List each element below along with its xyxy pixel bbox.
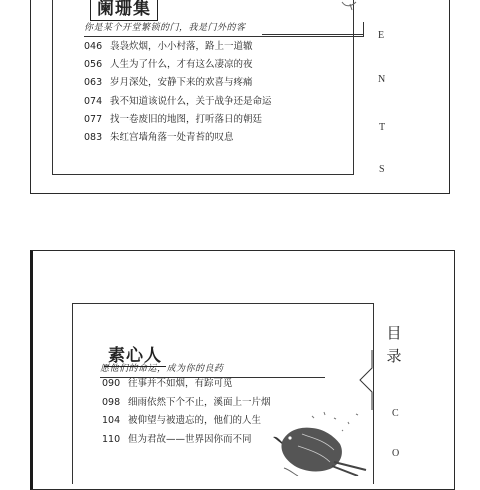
top-section-title: 阑珊集	[90, 0, 158, 19]
side-letter: E	[378, 30, 385, 41]
bottom-section-title: 素心人	[104, 341, 166, 366]
list-item[interactable]: 110 但为君故——世界因你而不同	[102, 433, 252, 445]
list-item[interactable]: 063 岁月深处，安静下来的欢喜与疼痛	[84, 77, 253, 89]
top-toc-list	[84, 38, 272, 147]
list-item[interactable]: 090 往事并不如烟，有踪可觅	[102, 378, 233, 389]
card-notch	[355, 350, 379, 410]
list-item[interactable]: 098 细雨依然下个不止，溪面上一片烟	[102, 396, 271, 408]
list-item[interactable]: 077 找一卷废旧的地图，打听落日的朝廷	[84, 113, 263, 125]
bottom-toc-list	[102, 375, 271, 449]
side-letter: T	[379, 122, 386, 133]
mulu-heading: 目 录	[386, 324, 402, 365]
list-item[interactable]: 056 人生为了什么，才有这么凄凉的夜	[84, 59, 253, 71]
side-letter: O	[392, 448, 400, 459]
side-letter: N	[378, 74, 386, 85]
sketch-decoration	[340, 0, 360, 14]
top-section-subtitle: 你是某个开堂繁锁的门，我是门外的客	[84, 20, 364, 37]
side-letter: C	[392, 408, 399, 419]
side-letter: S	[379, 164, 385, 175]
bottom-section-subtitle: 愿他们的命运，成为你的良药	[100, 361, 325, 378]
list-item[interactable]: 104 被仰望与被遗忘的，他们的人生	[102, 415, 262, 427]
top-rule-tick	[363, 22, 364, 36]
bird-illustration	[272, 408, 372, 476]
list-item[interactable]: 074 我不知道该说什么，关于战争还是命运	[84, 95, 272, 107]
list-item[interactable]: 083 朱红宫墙角落一处青苔的叹息	[84, 131, 234, 143]
top-subtitle-rule	[262, 34, 364, 35]
list-item[interactable]: 046 袅袅炊烟，小小村落，路上一道辙	[84, 41, 253, 52]
